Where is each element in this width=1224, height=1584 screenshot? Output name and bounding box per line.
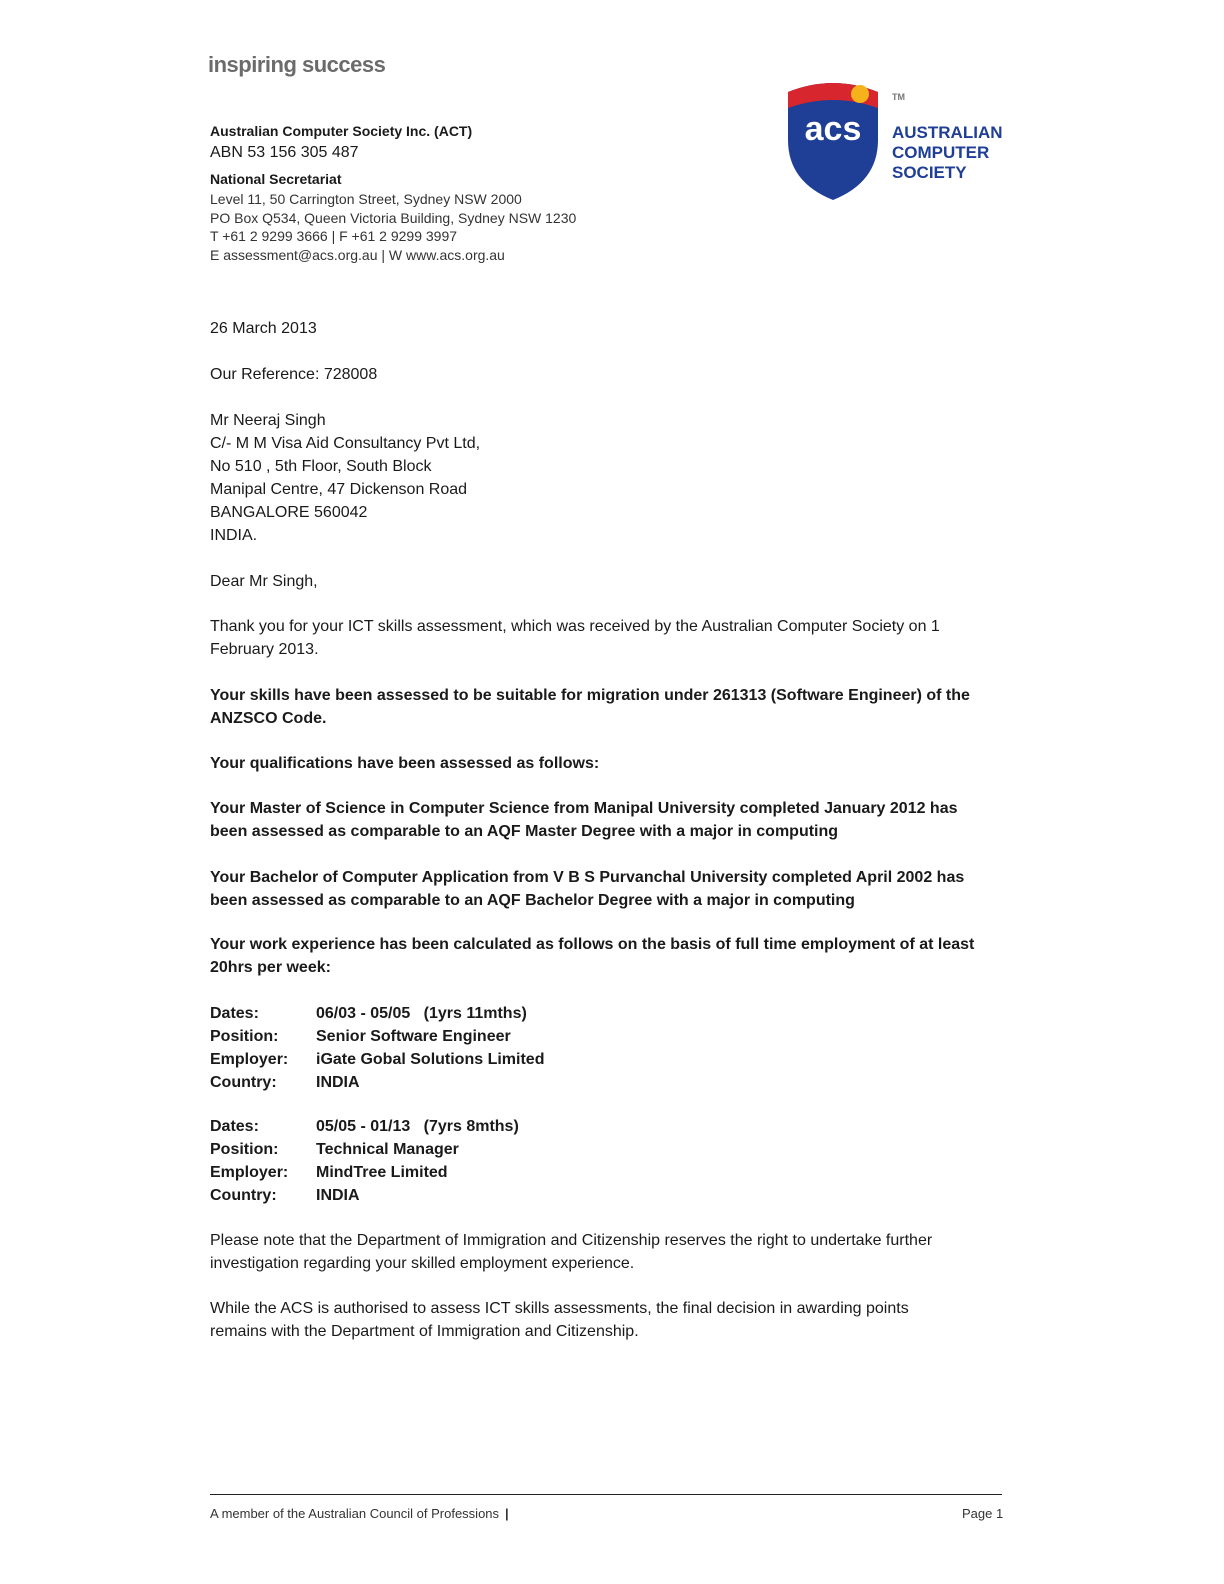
intro-line: Thank you for your ICT skills assessment, which was received by the Australian Computer Society on 1 xyxy=(210,618,940,635)
employment-employer: iGate Gobal Solutions Limited xyxy=(316,1051,545,1068)
footer-separator: | xyxy=(505,1506,509,1521)
note-line: investigation regarding your skilled employment experience. xyxy=(210,1255,635,1272)
qualification-line: Your Master of Science in Computer Science from Manipal University completed January 2012 has xyxy=(210,800,958,817)
recipient-line: Manipal Centre, 47 Dickenson Road xyxy=(210,481,468,498)
qualification-line: been assessed as comparable to an AQF Bachelor Degree with a major in computing xyxy=(210,892,855,909)
closing-line: remains with the Department of Immigration and Citizenship. xyxy=(210,1323,639,1340)
email-web-line: E assessment@acs.org.au | W www.acs.org.au xyxy=(210,247,505,263)
closing-line: While the ACS is authorised to assess ICT skills assessments, the final decision in awarding points xyxy=(210,1300,909,1317)
logo-mark-text: acs xyxy=(804,110,862,148)
employment-dates: 06/03 - 05/05 (1yrs 11mths) xyxy=(316,1005,527,1022)
qualifications-heading: Your qualifications have been assessed as follows: xyxy=(210,755,600,772)
employment-label: Dates: xyxy=(210,1005,259,1022)
employment-employer: MindTree Limited xyxy=(316,1164,448,1181)
work-experience-heading: 20hrs per week: xyxy=(210,959,331,976)
note-line: Please note that the Department of Immigration and Citizenship reserves the right to undertake further xyxy=(210,1232,933,1249)
employment-country: INDIA xyxy=(316,1074,360,1091)
letter-date: 26 March 2013 xyxy=(210,320,317,337)
page-number: Page 1 xyxy=(962,1506,1004,1521)
address-line: Level 11, 50 Carrington Street, Sydney NSW 2000 xyxy=(210,191,522,207)
recipient-line: Mr Neeraj Singh xyxy=(210,412,326,429)
employment-country: INDIA xyxy=(316,1187,360,1204)
employment-label: Position: xyxy=(210,1141,279,1158)
employment-label: Position: xyxy=(210,1028,279,1045)
recipient-line: C/- M M Visa Aid Consultancy Pvt Ltd, xyxy=(210,435,481,452)
skills-assessment-line: ANZSCO Code. xyxy=(210,710,327,727)
employment-position: Senior Software Engineer xyxy=(316,1028,511,1045)
employment-label: Dates: xyxy=(210,1118,259,1135)
org-name: Australian Computer Society Inc. (ACT) xyxy=(210,123,473,139)
qualification-line: been assessed as comparable to an AQF Master Degree with a major in computing xyxy=(210,823,839,840)
employment-label: Employer: xyxy=(210,1164,289,1181)
logo-name-line-3: SOCIETY xyxy=(892,163,967,182)
skills-assessment-line: Your skills have been assessed to be suitable for migration under 261313 (Software Engineer) of the xyxy=(210,687,970,704)
employment-label: Employer: xyxy=(210,1051,289,1068)
recipient-line: INDIA. xyxy=(210,527,258,544)
employment-label: Country: xyxy=(210,1187,277,1204)
employment-position: Technical Manager xyxy=(316,1141,459,1158)
secretariat-heading: National Secretariat xyxy=(210,171,342,187)
logo-name-line-1: AUSTRALIAN xyxy=(892,123,1003,142)
logo-name-line-2: COMPUTER xyxy=(892,143,990,162)
employment-dates: 05/05 - 01/13 (7yrs 8mths) xyxy=(316,1118,519,1135)
work-experience-heading: Your work experience has been calculated as follows on the basis of full time employment of at least xyxy=(210,936,975,953)
qualification-line: Your Bachelor of Computer Application from V B S Purvanchal University completed April 2002 has xyxy=(210,869,965,886)
footer-membership xyxy=(210,1506,509,1521)
sun-icon xyxy=(851,85,869,103)
tagline: inspiring success xyxy=(208,52,386,77)
abn: ABN 53 156 305 487 xyxy=(210,144,359,161)
salutation: Dear Mr Singh, xyxy=(210,573,318,590)
footer-membership-text: A member of the Australian Council of Professions xyxy=(210,1506,500,1521)
employment-label: Country: xyxy=(210,1074,277,1091)
recipient-line: BANGALORE 560042 xyxy=(210,504,368,521)
acs-logo xyxy=(778,78,1018,208)
our-reference: Our Reference: 728008 xyxy=(210,366,378,383)
logo-tm: TM xyxy=(892,92,905,102)
footer-divider xyxy=(210,1494,1002,1495)
recipient-line: No 510 , 5th Floor, South Block xyxy=(210,458,432,475)
intro-line: February 2013. xyxy=(210,641,319,658)
phone-line: T +61 2 9299 3666 | F +61 2 9299 3997 xyxy=(210,228,458,244)
address-line: PO Box Q534, Queen Victoria Building, Sydney NSW 1230 xyxy=(210,210,577,226)
